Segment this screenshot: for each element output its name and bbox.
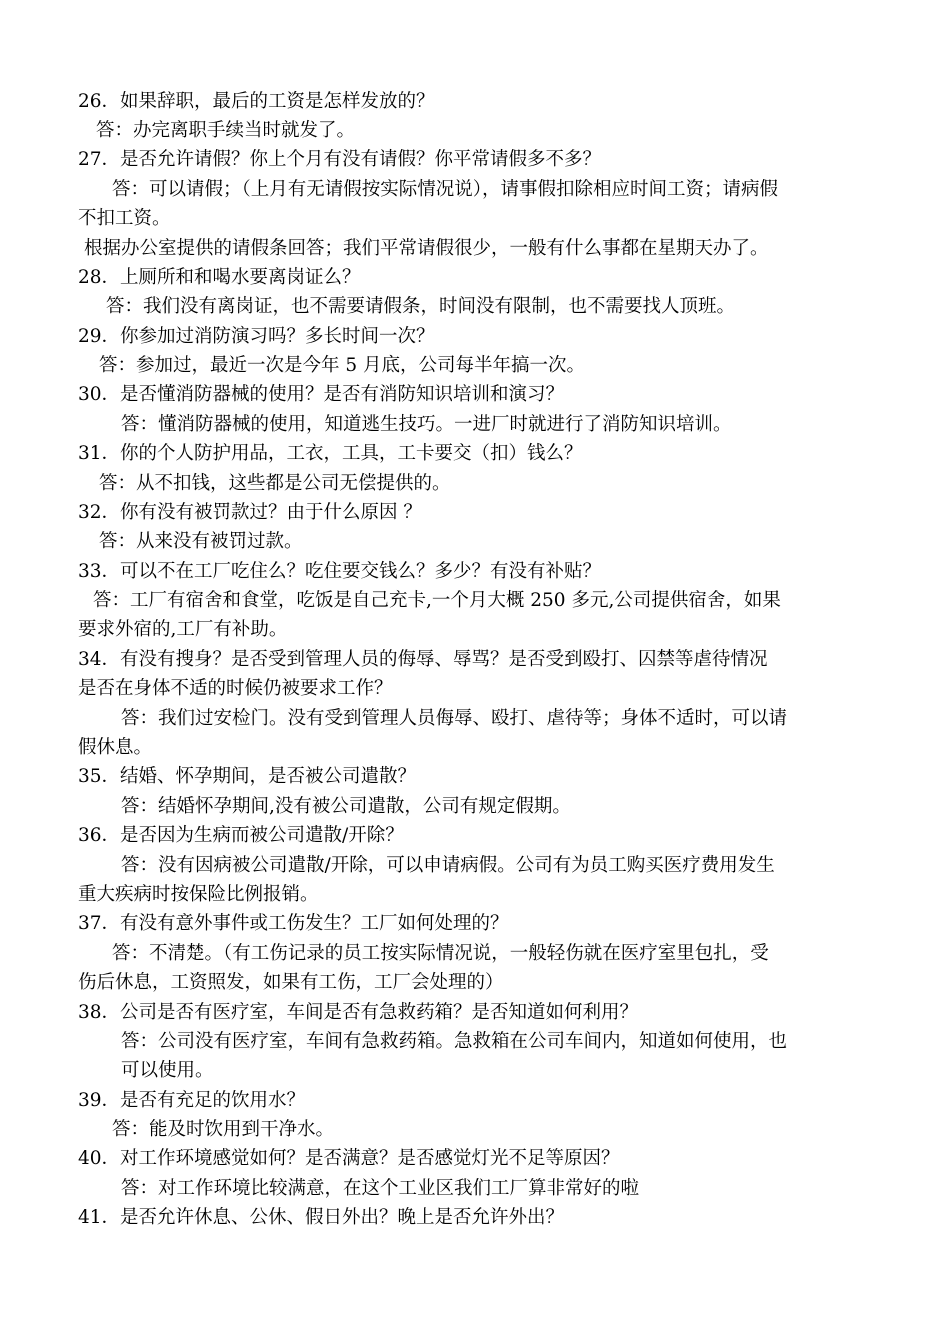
question-41: 41．是否允许休息、公休、假日外出？晚上是否允许外出？ bbox=[78, 1207, 565, 1228]
answer-36-line-2: 重大疾病时按保险比例报销。 bbox=[78, 884, 319, 905]
answer-39: 答：能及时饮用到干净水。 bbox=[112, 1119, 335, 1140]
answer-31: 答：从不扣钱，这些都是公司无偿提供的。 bbox=[99, 473, 451, 494]
question-33: 33．可以不在工厂吃住么？吃住要交钱么？多少？有没有补贴？ bbox=[78, 561, 602, 582]
answer-33-line-2: 要求外宿的,工厂有补助。 bbox=[78, 619, 288, 640]
question-39: 39．是否有充足的饮用水？ bbox=[78, 1090, 306, 1111]
answer-26: 答：办完离职手续当时就发了。 bbox=[96, 120, 356, 141]
answer-38-line-2: 可以使用。 bbox=[121, 1060, 214, 1081]
question-37: 37．有没有意外事件或工伤发生？工厂如何处理的？ bbox=[78, 913, 509, 934]
question-26: 26．如果辞职，最后的工资是怎样发放的？ bbox=[78, 91, 435, 112]
answer-33-line-1: 答：工厂有宿舍和食堂，吃饭是自己充卡,一个月大概 250 多元,公司提供宿舍，如果 bbox=[93, 590, 781, 611]
answer-38-line-1: 答：公司没有医疗室，车间有急救药箱。急救箱在公司车间内，知道如何使用，也 bbox=[121, 1031, 788, 1052]
answer-32: 答：从来没有被罚过款。 bbox=[99, 531, 303, 552]
answer-27-line-1: 答：可以请假；（上月有无请假按实际情况说），请事假扣除相应时间工资；请病假 bbox=[112, 179, 779, 200]
answer-34-line-1: 答：我们过安检门。没有受到管理人员侮辱、殴打、虐待等；身体不适时，可以请 bbox=[121, 708, 788, 729]
answer-34-line-2: 假休息。 bbox=[78, 737, 153, 758]
question-34-line-2: 是否在身体不适的时候仍被要求工作？ bbox=[78, 678, 393, 699]
answer-27-line-2: 不扣工资。 bbox=[78, 208, 171, 229]
answer-27-line-3: 根据办公室提供的请假条回答；我们平常请假很少，一般有什么事都在星期天办了。 bbox=[84, 238, 769, 259]
question-30: 30．是否懂消防器械的使用？是否有消防知识培训和演习？ bbox=[78, 384, 565, 405]
answer-37-line-2: 伤后休息，工资照发，如果有工伤，工厂会处理的） bbox=[78, 972, 504, 993]
question-27: 27．是否允许请假？你上个月有没有请假？你平常请假多不多？ bbox=[78, 149, 602, 170]
question-28: 28．上厕所和和喝水要离岗证么？ bbox=[78, 267, 361, 288]
question-35: 35．结婚、怀孕期间，是否被公司遣散？ bbox=[78, 766, 417, 787]
question-29: 29．你参加过消防演习吗？多长时间一次？ bbox=[78, 326, 435, 347]
question-32: 32．你有没有被罚款过？由于什么原因 ？ bbox=[78, 502, 422, 523]
question-38: 38．公司是否有医疗室，车间是否有急救药箱？是否知道如何利用？ bbox=[78, 1002, 639, 1023]
answer-30: 答：懂消防器械的使用，知道逃生技巧。一进厂时就进行了消防知识培训。 bbox=[121, 414, 732, 435]
question-36: 36．是否因为生病而被公司遣散/开除？ bbox=[78, 825, 404, 846]
answer-40: 答：对工作环境比较满意，在这个工业区我们工厂算非常好的啦 bbox=[121, 1178, 640, 1199]
question-40: 40．对工作环境感觉如何？是否满意？是否感觉灯光不足等原因？ bbox=[78, 1148, 620, 1169]
answer-28: 答：我们没有离岗证，也不需要请假条，时间没有限制，也不需要找人顶班。 bbox=[106, 296, 736, 317]
answer-29: 答：参加过，最近一次是今年 5 月底，公司每半年搞一次。 bbox=[99, 355, 586, 376]
question-34-line-1: 34．有没有搜身？是否受到管理人员的侮辱、辱骂？是否受到殴打、囚禁等虐待情况 bbox=[78, 649, 768, 670]
answer-35: 答：结婚怀孕期间,没有被公司遣散，公司有规定假期。 bbox=[121, 796, 571, 817]
answer-36-line-1: 答：没有因病被公司遣散/开除，可以申请病假。公司有为员工购买医疗费用发生 bbox=[121, 855, 775, 876]
question-31: 31．你的个人防护用品，工衣，工具，工卡要交（扣）钱么？ bbox=[78, 443, 583, 464]
answer-37-line-1: 答：不清楚。（有工伤记录的员工按实际情况说，一般轻伤就在医疗室里包扎，受 bbox=[112, 943, 769, 964]
